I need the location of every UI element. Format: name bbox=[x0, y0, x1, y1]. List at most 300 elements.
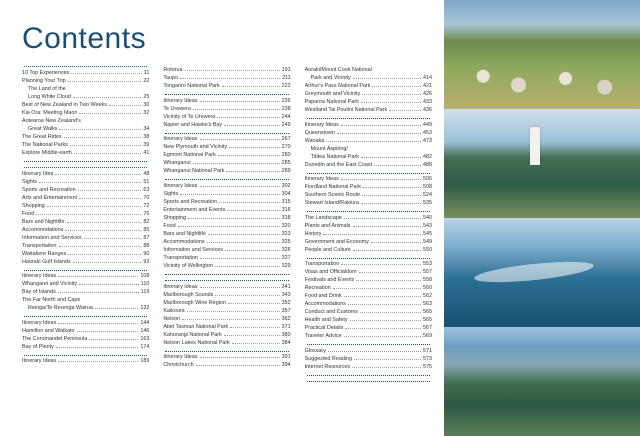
toc-entry[interactable] bbox=[163, 97, 290, 105]
leader-dots bbox=[228, 303, 280, 304]
leader-dots bbox=[344, 296, 421, 297]
toc-entry[interactable] bbox=[22, 194, 149, 202]
toc-entry-label: Park and Vicinity bbox=[310, 75, 351, 81]
toc-entry-label: New Plymouth and Vicinity bbox=[163, 144, 228, 150]
toc-entry-page: 524 bbox=[422, 192, 432, 198]
section-heading[interactable] bbox=[163, 274, 290, 277]
toc-entry-page: 567 bbox=[422, 325, 432, 331]
toc-entry[interactable] bbox=[163, 307, 290, 315]
toc-entry-label: Itinerary Ideas bbox=[22, 319, 57, 326]
toc-entry[interactable] bbox=[163, 74, 290, 82]
leader-dots bbox=[165, 94, 288, 95]
toc-entry[interactable] bbox=[305, 260, 432, 268]
toc-entry[interactable] bbox=[163, 339, 290, 347]
toc-entry[interactable] bbox=[163, 262, 290, 270]
toc-entry-label: Aoraki/Mount Cook National bbox=[304, 67, 372, 73]
leader-dots bbox=[323, 234, 421, 235]
leader-dots bbox=[359, 272, 421, 273]
toc-entry[interactable] bbox=[305, 98, 432, 106]
leader-dots bbox=[353, 78, 421, 79]
toc-entry[interactable] bbox=[22, 343, 149, 351]
toc-entry[interactable] bbox=[305, 276, 432, 284]
leader-dots bbox=[178, 226, 280, 227]
section-heading[interactable] bbox=[305, 381, 432, 384]
toc-entry-page: 449 bbox=[422, 121, 432, 128]
contents-section bbox=[305, 258, 432, 341]
toc-entry-label: Bars and Nightlife bbox=[22, 218, 65, 225]
toc-entry[interactable] bbox=[163, 222, 290, 230]
toc-entry-label: Kia Ora: Meeting Maori bbox=[22, 109, 78, 116]
leader-dots bbox=[68, 81, 142, 82]
toc-entry-page: 357 bbox=[281, 307, 291, 314]
toc-entry[interactable] bbox=[22, 357, 149, 365]
toc-entry-label: Napier and Hawke's Bay bbox=[163, 121, 223, 128]
toc-entry-page: 39 bbox=[143, 141, 150, 148]
toc-entry-label: Sports and Recreation bbox=[22, 186, 76, 193]
toc-entry[interactable] bbox=[22, 272, 149, 280]
toc-entry-label: Long White Cloud bbox=[28, 93, 71, 100]
toc-entry-page: 82 bbox=[143, 218, 150, 225]
toc-entry[interactable] bbox=[163, 353, 290, 361]
toc-entry[interactable] bbox=[163, 198, 290, 206]
toc-entry[interactable] bbox=[305, 82, 432, 90]
toc-entry[interactable] bbox=[22, 109, 149, 117]
toc-entry[interactable] bbox=[22, 258, 149, 266]
toc-entry[interactable] bbox=[22, 178, 149, 186]
toc-entry[interactable] bbox=[305, 129, 432, 137]
toc-entry[interactable] bbox=[163, 105, 290, 113]
toc-entry-label: Kaikoura bbox=[163, 307, 185, 314]
toc-entry[interactable] bbox=[163, 299, 290, 307]
toc-entry-page: 565 bbox=[422, 309, 432, 315]
leader-dots bbox=[224, 125, 279, 126]
toc-entry-label: Wanaka bbox=[304, 137, 325, 144]
toc-entry[interactable] bbox=[22, 210, 149, 218]
leader-dots bbox=[36, 214, 141, 215]
toc-entry[interactable] bbox=[305, 355, 432, 363]
leader-dots bbox=[188, 218, 280, 219]
toc-entry[interactable] bbox=[305, 332, 432, 340]
toc-entry[interactable] bbox=[22, 133, 149, 141]
toc-entry[interactable] bbox=[163, 254, 290, 262]
toc-entry-page: 362 bbox=[281, 315, 291, 322]
toc-entry[interactable] bbox=[305, 121, 432, 129]
toc-entry-page: 352 bbox=[281, 299, 291, 306]
toc-entry[interactable] bbox=[22, 296, 149, 304]
toc-entry[interactable] bbox=[22, 250, 149, 258]
leader-dots bbox=[362, 195, 421, 196]
contents-section bbox=[163, 280, 290, 347]
leader-dots bbox=[73, 97, 141, 98]
toc-entry[interactable] bbox=[22, 69, 149, 77]
toc-entry-page: 34 bbox=[143, 125, 150, 132]
leader-dots bbox=[55, 174, 141, 175]
toc-entry-page: 90 bbox=[143, 250, 150, 257]
toc-entry[interactable] bbox=[163, 82, 290, 90]
toc-entry[interactable] bbox=[163, 121, 290, 129]
toc-entry-label: Great Walks bbox=[28, 125, 58, 132]
section-heading[interactable] bbox=[305, 375, 432, 378]
toc-entry[interactable] bbox=[163, 238, 290, 246]
toc-entry-label: Itinerary Ideas bbox=[163, 354, 198, 360]
toc-entry-page: 63 bbox=[143, 186, 150, 193]
toc-entry-label: The Land of the bbox=[28, 85, 66, 92]
contents-column-3 bbox=[305, 66, 432, 424]
contents-section bbox=[305, 211, 432, 254]
leader-dots bbox=[341, 264, 421, 265]
section-heading[interactable] bbox=[22, 161, 149, 164]
toc-entry[interactable] bbox=[22, 93, 149, 101]
leader-dots bbox=[39, 182, 141, 183]
toc-entry-label: Food bbox=[163, 222, 176, 229]
toc-entry[interactable] bbox=[305, 90, 432, 98]
toc-entry[interactable] bbox=[163, 315, 290, 323]
toc-entry[interactable] bbox=[305, 230, 432, 238]
toc-entry-label: Best of New Zealand in Two Weeks bbox=[22, 101, 107, 108]
leader-dots bbox=[47, 206, 142, 207]
toc-entry-page: 558 bbox=[422, 277, 432, 283]
toc-entry-label: Glossary bbox=[304, 347, 326, 354]
toc-entry[interactable] bbox=[305, 199, 432, 207]
toc-entry-page: 302 bbox=[281, 182, 291, 189]
toc-entry-page: 545 bbox=[422, 230, 432, 237]
toc-entry-label: The Coromandel Peninsula bbox=[22, 335, 88, 342]
toc-entry-label: Itinerary Ideas bbox=[163, 136, 198, 142]
leader-dots bbox=[58, 323, 138, 324]
toc-entry-page: 238 bbox=[281, 105, 291, 112]
toc-entry-label: 10 Top Experiences bbox=[22, 69, 70, 76]
toc-entry[interactable] bbox=[163, 283, 290, 291]
toc-entry-label: The Landscape bbox=[304, 214, 342, 221]
toc-entry-page: 280 bbox=[281, 152, 291, 158]
toc-entry[interactable] bbox=[22, 170, 149, 178]
toc-entry-page: 323 bbox=[281, 230, 291, 237]
contents-columns bbox=[22, 66, 432, 424]
toc-entry-page: 88 bbox=[143, 242, 150, 249]
leader-dots bbox=[230, 327, 279, 328]
leader-dots bbox=[350, 320, 421, 321]
toc-entry-page: 304 bbox=[281, 190, 291, 197]
leader-dots bbox=[77, 331, 139, 332]
toc-entry-label: Arts and Entertainment bbox=[22, 194, 78, 201]
toc-entry[interactable] bbox=[163, 135, 290, 143]
toc-entry-label: Taupo bbox=[163, 75, 179, 81]
toc-entry[interactable] bbox=[22, 304, 149, 312]
toc-entry[interactable] bbox=[305, 74, 432, 82]
toc-entry-page: 473 bbox=[422, 137, 432, 144]
contents-section bbox=[305, 66, 432, 114]
toc-entry[interactable] bbox=[22, 186, 149, 194]
toc-entry-label: Christchurch bbox=[163, 362, 194, 368]
leader-dots bbox=[372, 86, 421, 87]
toc-entry-page: 488 bbox=[422, 161, 432, 168]
leader-dots bbox=[79, 198, 141, 199]
toc-entry[interactable] bbox=[22, 101, 149, 109]
leader-dots bbox=[180, 194, 279, 195]
toc-entry-page: 249 bbox=[281, 121, 291, 128]
toc-entry[interactable] bbox=[22, 125, 149, 133]
toc-entry-label: Accommodations bbox=[304, 301, 347, 307]
toc-entry-label: Tititea National Park bbox=[310, 153, 359, 160]
toc-entry-label: Festivals and Events bbox=[304, 277, 355, 283]
contents-section bbox=[22, 66, 149, 157]
toc-entry-label: Aotearoa New Zealand's bbox=[22, 117, 81, 124]
toc-entry-page: 329 bbox=[281, 262, 291, 269]
leader-dots bbox=[74, 153, 142, 154]
toc-entry[interactable] bbox=[305, 66, 432, 74]
toc-entry-page: 236 bbox=[281, 97, 291, 104]
toc-entry-label: Nelson bbox=[163, 315, 181, 322]
toc-entry[interactable] bbox=[305, 161, 432, 169]
toc-entry[interactable] bbox=[22, 327, 149, 335]
leader-dots bbox=[307, 258, 430, 259]
toc-entry-page: 421 bbox=[422, 83, 432, 89]
toc-entry[interactable] bbox=[305, 300, 432, 308]
leader-dots bbox=[200, 357, 280, 358]
toc-entry-label: Abel Tasman National Park bbox=[163, 323, 229, 330]
toc-entry[interactable] bbox=[22, 319, 149, 327]
leader-dots bbox=[307, 381, 430, 382]
leader-dots bbox=[337, 133, 421, 134]
toc-entry[interactable] bbox=[163, 291, 290, 299]
leader-dots bbox=[344, 336, 421, 337]
toc-entry-page: 30 bbox=[143, 101, 150, 108]
toc-entry-page: 326 bbox=[281, 246, 291, 253]
toc-entry[interactable] bbox=[305, 363, 432, 371]
toc-entry-label: Itinerary Ideas bbox=[163, 283, 198, 290]
toc-entry[interactable] bbox=[22, 242, 149, 250]
toc-entry[interactable] bbox=[305, 175, 432, 183]
toc-entry-page: 573 bbox=[422, 355, 432, 362]
toc-entry[interactable] bbox=[22, 280, 149, 288]
contents-section bbox=[163, 274, 290, 277]
lighthouse-photo bbox=[444, 109, 640, 218]
toc-entry[interactable] bbox=[22, 234, 149, 242]
toc-entry[interactable] bbox=[305, 246, 432, 254]
toc-entry[interactable] bbox=[22, 149, 149, 157]
toc-entry[interactable] bbox=[163, 206, 290, 214]
leader-dots bbox=[227, 210, 279, 211]
toc-entry-page: 341 bbox=[281, 283, 291, 290]
leader-dots bbox=[200, 258, 280, 259]
toc-entry[interactable] bbox=[305, 268, 432, 276]
toc-entry-page: 11 bbox=[143, 69, 150, 76]
leader-dots bbox=[79, 113, 141, 114]
toc-entry[interactable] bbox=[163, 214, 290, 222]
toc-entry[interactable] bbox=[22, 77, 149, 85]
toc-entry-label: Paparoa National Park bbox=[304, 99, 359, 105]
contents-column-1 bbox=[22, 66, 149, 424]
toc-entry[interactable] bbox=[22, 85, 149, 93]
toc-entry[interactable] bbox=[163, 159, 290, 167]
toc-entry-page: 22 bbox=[143, 77, 150, 84]
leader-dots bbox=[165, 179, 288, 180]
contents-section bbox=[163, 351, 290, 370]
leader-dots bbox=[307, 211, 430, 212]
toc-entry-label: Hamilton and Waikato bbox=[22, 327, 75, 334]
contents-section bbox=[22, 167, 149, 266]
toc-entry-label: The Great Rides bbox=[22, 133, 62, 140]
toc-entry-page: 543 bbox=[422, 222, 432, 229]
toc-entry-page: 146 bbox=[140, 327, 150, 334]
toc-entry[interactable] bbox=[305, 137, 432, 145]
toc-entry-label: Shopping bbox=[22, 202, 45, 209]
toc-entry[interactable] bbox=[22, 226, 149, 234]
toc-entry[interactable] bbox=[305, 284, 432, 292]
toc-entry-page: 70 bbox=[143, 194, 150, 201]
leader-dots bbox=[352, 367, 421, 368]
toc-entry[interactable] bbox=[305, 316, 432, 324]
toc-entry[interactable] bbox=[305, 106, 432, 114]
toc-entry[interactable] bbox=[305, 292, 432, 300]
toc-entry-page: 108 bbox=[140, 273, 150, 279]
contents-section bbox=[163, 179, 290, 270]
leader-dots bbox=[165, 280, 288, 281]
toc-entry[interactable] bbox=[22, 288, 149, 296]
toc-entry-label: Marlborough Wine Region bbox=[163, 299, 226, 306]
leader-dots bbox=[78, 190, 142, 191]
contents-section bbox=[22, 161, 149, 164]
toc-entry-page: 553 bbox=[422, 261, 432, 267]
toc-entry-label: Dunedin and the East Coast bbox=[304, 161, 373, 168]
sheep-flock-photo bbox=[444, 0, 640, 109]
toc-entry-page: 32 bbox=[143, 109, 150, 116]
toc-entry[interactable] bbox=[305, 238, 432, 246]
toc-entry[interactable] bbox=[305, 183, 432, 191]
leader-dots bbox=[58, 276, 138, 277]
toc-entry-label: Transportation bbox=[22, 242, 57, 249]
toc-entry-page: 38 bbox=[143, 133, 150, 140]
toc-entry-page: 222 bbox=[281, 83, 291, 89]
toc-entry[interactable] bbox=[305, 191, 432, 199]
toc-entry-page: 72 bbox=[143, 202, 150, 209]
toc-entry[interactable] bbox=[305, 347, 432, 355]
leader-dots bbox=[363, 187, 421, 188]
toc-entry[interactable] bbox=[22, 335, 149, 343]
toc-entry-page: 571 bbox=[422, 347, 432, 354]
toc-entry[interactable] bbox=[163, 361, 290, 369]
leader-dots bbox=[196, 365, 280, 366]
toc-entry[interactable] bbox=[163, 143, 290, 151]
toc-entry-page: 315 bbox=[281, 198, 291, 205]
leader-dots bbox=[200, 186, 280, 187]
toc-entry[interactable] bbox=[305, 324, 432, 332]
leader-dots bbox=[200, 101, 280, 102]
leader-dots bbox=[326, 141, 421, 142]
toc-entry-page: 25 bbox=[143, 93, 150, 100]
toc-entry-label: Queenstown bbox=[304, 129, 335, 136]
toc-entry[interactable] bbox=[163, 246, 290, 254]
toc-entry[interactable] bbox=[22, 202, 149, 210]
toc-entry-page: 327 bbox=[281, 254, 291, 261]
toc-entry-label: Bars and Nightlife bbox=[163, 230, 206, 237]
toc-entry-page: 550 bbox=[422, 246, 432, 253]
toc-entry[interactable] bbox=[163, 151, 290, 159]
leader-dots bbox=[224, 335, 280, 336]
toc-entry[interactable] bbox=[305, 145, 432, 153]
leader-dots bbox=[307, 173, 430, 174]
leader-dots bbox=[165, 274, 288, 275]
toc-entry-page: 569 bbox=[422, 333, 432, 339]
toc-entry-label: Government and Economy bbox=[304, 238, 369, 245]
toc-entry-label: Entertainment and Events bbox=[163, 206, 226, 213]
toc-entry-page: 191 bbox=[281, 67, 291, 73]
toc-entry[interactable] bbox=[305, 153, 432, 161]
toc-entry-label: Fiordland National Park bbox=[304, 184, 361, 190]
leader-dots bbox=[109, 105, 141, 106]
toc-entry-label: Itinerary Ideas bbox=[304, 176, 339, 182]
toc-entry[interactable] bbox=[163, 167, 290, 175]
toc-entry-label: Itinerary Ideas bbox=[22, 358, 57, 364]
leader-dots bbox=[165, 133, 288, 134]
toc-entry[interactable] bbox=[163, 66, 290, 74]
leader-dots bbox=[354, 359, 421, 360]
toc-entry-page: 119 bbox=[140, 289, 150, 295]
toc-entry[interactable] bbox=[163, 113, 290, 121]
toc-entry[interactable] bbox=[163, 190, 290, 198]
toc-entry-label: Tongariro National Park bbox=[163, 83, 220, 89]
toc-entry-page: 453 bbox=[422, 129, 432, 136]
contents-section bbox=[305, 173, 432, 208]
leader-dots bbox=[307, 118, 430, 119]
toc-entry[interactable] bbox=[22, 117, 149, 125]
toc-entry[interactable] bbox=[22, 141, 149, 149]
toc-entry-page: 48 bbox=[143, 170, 150, 177]
leader-dots bbox=[79, 284, 139, 285]
contents-section bbox=[305, 118, 432, 169]
leader-dots bbox=[229, 147, 280, 148]
toc-entry[interactable] bbox=[163, 182, 290, 190]
leader-dots bbox=[84, 238, 142, 239]
toc-entry[interactable] bbox=[305, 308, 432, 316]
toc-entry-page: 267 bbox=[281, 136, 291, 142]
toc-entry-label: Shopping bbox=[163, 214, 187, 221]
leader-dots bbox=[222, 86, 280, 87]
toc-entry[interactable] bbox=[305, 222, 432, 230]
leader-dots bbox=[58, 292, 139, 293]
toc-entry-page: 41 bbox=[143, 149, 150, 156]
toc-entry[interactable] bbox=[305, 214, 432, 222]
leader-dots bbox=[389, 110, 421, 111]
leader-dots bbox=[348, 304, 421, 305]
toc-entry-label: Arthur's Pass National Park bbox=[304, 83, 371, 89]
toc-entry[interactable] bbox=[163, 331, 290, 339]
leader-dots bbox=[58, 361, 138, 362]
toc-entry-label: Mount Aspiring/ bbox=[310, 145, 348, 152]
toc-entry-label: Stewart Island/Rakiura bbox=[304, 200, 359, 206]
toc-entry-label: Itinerary Idea bbox=[22, 170, 54, 177]
toc-entry[interactable] bbox=[22, 218, 149, 226]
toc-entry-page: 391 bbox=[281, 354, 291, 360]
leader-dots bbox=[225, 250, 280, 251]
contents-section bbox=[305, 381, 432, 384]
toc-entry-page: 144 bbox=[140, 319, 150, 326]
toc-entry-label: Itinerary Ideas bbox=[163, 97, 198, 104]
toc-entry-page: 433 bbox=[422, 99, 432, 105]
toc-entry-page: 436 bbox=[422, 107, 432, 113]
toc-entry[interactable] bbox=[163, 230, 290, 238]
toc-entry-label: Sights bbox=[163, 190, 179, 197]
toc-entry-page: 549 bbox=[422, 238, 432, 245]
leader-dots bbox=[362, 94, 421, 95]
toc-entry-page: 560 bbox=[422, 285, 432, 291]
leader-dots bbox=[361, 157, 421, 158]
leader-dots bbox=[200, 139, 280, 140]
toc-entry-page: 163 bbox=[140, 335, 150, 342]
toc-entry-label: Whangarei and Vicinity bbox=[22, 281, 78, 287]
toc-entry[interactable] bbox=[163, 323, 290, 331]
toc-entry-page: 426 bbox=[422, 91, 432, 97]
